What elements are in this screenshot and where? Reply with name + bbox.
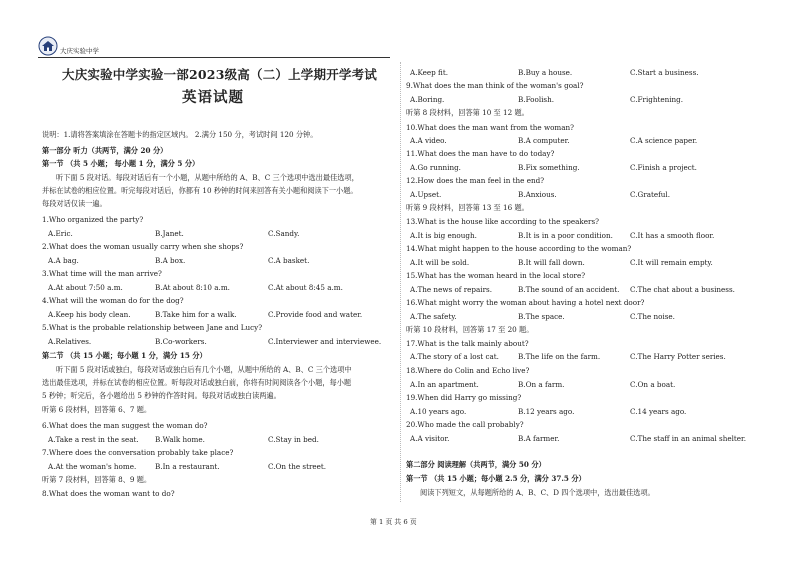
- q12-option-a: A.Upset.: [410, 190, 442, 199]
- school-name: 大庆实验中学: [60, 47, 99, 55]
- part2-heading: 第二部分 阅读理解（共两节，满分 50 分）: [406, 460, 546, 469]
- q2-option-a: A.A bag.: [48, 256, 79, 265]
- q8-option-a: A.Keep fit.: [410, 68, 449, 77]
- q6-option-b: B.Walk home.: [155, 435, 205, 444]
- part1-heading: 第一部分 听力（共两节，满分 20 分）: [42, 146, 168, 155]
- q16-option-b: B.The space.: [518, 312, 565, 321]
- section2-directions-line: 选出最佳选项，并标在试卷的相应位置。听每段对话或独白前，你将有时间阅读各个小题，每小题: [42, 378, 352, 387]
- q9-option-b: B.Foolish.: [518, 95, 555, 104]
- question-18: 18.Where do Colin and Echo live?: [406, 366, 530, 375]
- q13-option-b: B.It is in a poor condition.: [518, 231, 613, 240]
- section2-directions-line: 听下面 5 段对话或独白，每段对话或独白后有几个小题，从题中所给的 A、B、C 三个选项中: [56, 365, 352, 374]
- q7-option-a: A.At the woman's home.: [48, 462, 137, 471]
- q8-option-c: C.Start a business.: [630, 68, 699, 77]
- q20-option-a: A.A visitor.: [410, 434, 450, 443]
- question-5: 5.What is the probable relationship between Jane and Lucy?: [42, 323, 263, 332]
- question-11: 11.What does the man have to do today?: [406, 149, 555, 158]
- q11-option-a: A.Go running.: [410, 163, 461, 172]
- q18-option-a: A.In an apartment.: [410, 380, 479, 389]
- question-16: 16.What might worry the woman about having a hotel next door?: [406, 298, 645, 307]
- q3-option-b: B.At about 8:10 a.m.: [155, 283, 230, 292]
- section2-directions-line: 5 秒钟；听完后，各小题给出 5 秒钟的作答时间。每段对话或独白读两遍。: [42, 391, 281, 400]
- q16-option-a: A.The safety.: [410, 312, 457, 321]
- question-1: 1.Who organized the party?: [42, 215, 144, 224]
- q3-option-a: A.At about 7:50 a.m.: [48, 283, 123, 292]
- q5-option-a: A.Relatives.: [48, 337, 92, 346]
- q9-option-c: C.Frightening.: [630, 95, 684, 104]
- question-9: 9.What does the man think of the woman's goal?: [406, 81, 584, 90]
- q10-option-a: A.A video.: [410, 136, 447, 145]
- q1-option-b: B.Janet.: [155, 229, 184, 238]
- section1-directions-line: 每段对话仅读一遍。: [42, 199, 107, 208]
- material-note-10: 听第 10 段材料，回答第 17 至 20 题。: [406, 325, 534, 334]
- q4-option-c: C.Provide food and water.: [268, 310, 363, 319]
- section1-directions-line: 并标在试卷的相应位置。听完每段对话后，你都有 10 秒钟的时间来回答有关小题和阅读下一小题。: [42, 186, 358, 195]
- school-logo: [38, 36, 58, 56]
- q1-option-a: A.Eric.: [48, 229, 73, 238]
- q5-option-c: C.Interviewer and interviewee.: [268, 337, 382, 346]
- q17-option-a: A.The story of a lost cat.: [410, 352, 499, 361]
- q5-option-b: B.Co-workers.: [155, 337, 207, 346]
- q7-option-c: C.On the street.: [268, 462, 327, 471]
- part2-section1-heading: 第一节 （共 15 小题；每小题 2.5 分，满分 37.5 分）: [406, 474, 586, 483]
- q19-option-b: B.12 years ago.: [518, 407, 575, 416]
- question-12: 12.How does the man feel in the end?: [406, 176, 545, 185]
- question-6: 6.What does the man suggest the woman do?: [42, 421, 208, 430]
- q10-option-c: C.A science paper.: [630, 136, 698, 145]
- part2-directions: 阅读下列短文，从每题所给的 A、B、C、D 四个选项中，选出最佳选项。: [420, 488, 655, 497]
- q17-option-c: C.The Harry Potter series.: [630, 352, 726, 361]
- q10-option-b: B.A computer.: [518, 136, 570, 145]
- q13-option-c: C.It has a smooth floor.: [630, 231, 715, 240]
- q16-option-c: C.The noise.: [630, 312, 675, 321]
- q2-option-b: B.A box.: [155, 256, 186, 265]
- q7-option-b: B.In a restaurant.: [155, 462, 220, 471]
- section1-directions-line: 听下面 5 段对话。每段对话后有一个小题，从题中所给的 A、B、C 三个选项中选出最佳选项，: [56, 173, 359, 182]
- part1-section2-heading: 第二节 （共 15 小题；每小题 1 分，满分 15 分）: [42, 351, 207, 360]
- q14-option-c: C.It will remain empty.: [630, 258, 713, 267]
- q4-option-b: B.Take him for a walk.: [155, 310, 237, 319]
- question-15: 15.What has the woman heard in the local store?: [406, 271, 586, 280]
- q14-option-a: A.It will be sold.: [410, 258, 470, 267]
- q8-option-b: B.Buy a house.: [518, 68, 573, 77]
- header-divider: [38, 57, 390, 58]
- part1-section1-heading: 第一节 （共 5 小题； 每小题 1 分，满分 5 分）: [42, 159, 200, 168]
- q18-option-b: B.On a farm.: [518, 380, 565, 389]
- q4-option-a: A.Keep his body clean.: [48, 310, 131, 319]
- q15-option-c: C.The chat about a business.: [630, 285, 735, 294]
- q12-option-c: C.Grateful.: [630, 190, 671, 199]
- question-20: 20.Who made the call probably?: [406, 420, 524, 429]
- question-8: 8.What does the woman want to do?: [42, 489, 175, 498]
- q13-option-a: A.It is big enough.: [410, 231, 477, 240]
- exam-subject: 英语试题: [182, 89, 244, 106]
- question-10: 10.What does the man want from the woman?: [406, 123, 575, 132]
- question-14: 14.What might happen to the house according to the woman?: [406, 244, 632, 253]
- page-number: 第 1 页 共 6 页: [370, 518, 417, 526]
- q2-option-c: C.A basket.: [268, 256, 310, 265]
- q11-option-c: C.Finish a project.: [630, 163, 697, 172]
- q6-option-a: A.Take a rest in the seat.: [48, 435, 139, 444]
- q20-option-c: C.The staff in an animal shelter.: [630, 434, 746, 443]
- q9-option-a: A.Boring.: [410, 95, 445, 104]
- material-note-6: 听第 6 段材料，回答第 6、7 题。: [42, 405, 152, 414]
- q18-option-c: C.On a boat.: [630, 380, 676, 389]
- school-seal-icon: [38, 36, 58, 56]
- q17-option-b: B.The life on the farm.: [518, 352, 601, 361]
- question-7: 7.Where does the conversation probably take place?: [42, 448, 234, 457]
- question-19: 19.When did Harry go missing?: [406, 393, 522, 402]
- instructions: 说明：1.请将答案填涂在答题卡的指定区域内。 2.满分 150 分，考试时间 120 分钟。: [42, 130, 318, 139]
- exam-title: 大庆实验中学实验一部2023级高（二）上学期开学考试: [62, 67, 377, 82]
- question-4: 4.What will the woman do for the dog?: [42, 296, 184, 305]
- question-13: 13.What is the house like according to the speakers?: [406, 217, 600, 226]
- q14-option-b: B.It will fall down.: [518, 258, 585, 267]
- q11-option-b: B.Fix something.: [518, 163, 580, 172]
- q15-option-a: A.The news of repairs.: [410, 285, 492, 294]
- question-3: 3.What time will the man arrive?: [42, 269, 162, 278]
- q19-option-a: A.10 years ago.: [410, 407, 467, 416]
- q3-option-c: C.At about 8:45 a.m.: [268, 283, 343, 292]
- column-divider: [400, 62, 401, 502]
- q1-option-c: C.Sandy.: [268, 229, 300, 238]
- q12-option-b: B.Anxious.: [518, 190, 557, 199]
- q15-option-b: B.The sound of an accident.: [518, 285, 620, 294]
- material-note-8: 听第 8 段材料，回答第 10 至 12 题。: [406, 108, 529, 117]
- question-17: 17.What is the talk mainly about?: [406, 339, 529, 348]
- q20-option-b: B.A farmer.: [518, 434, 560, 443]
- question-2: 2.What does the woman usually carry when she shops?: [42, 242, 244, 251]
- q19-option-c: C.14 years ago.: [630, 407, 687, 416]
- material-note-7: 听第 7 段材料，回答第 8、9 题。: [42, 475, 152, 484]
- q6-option-c: C.Stay in bed.: [268, 435, 319, 444]
- material-note-9: 听第 9 段材料，回答第 13 至 16 题。: [406, 203, 529, 212]
